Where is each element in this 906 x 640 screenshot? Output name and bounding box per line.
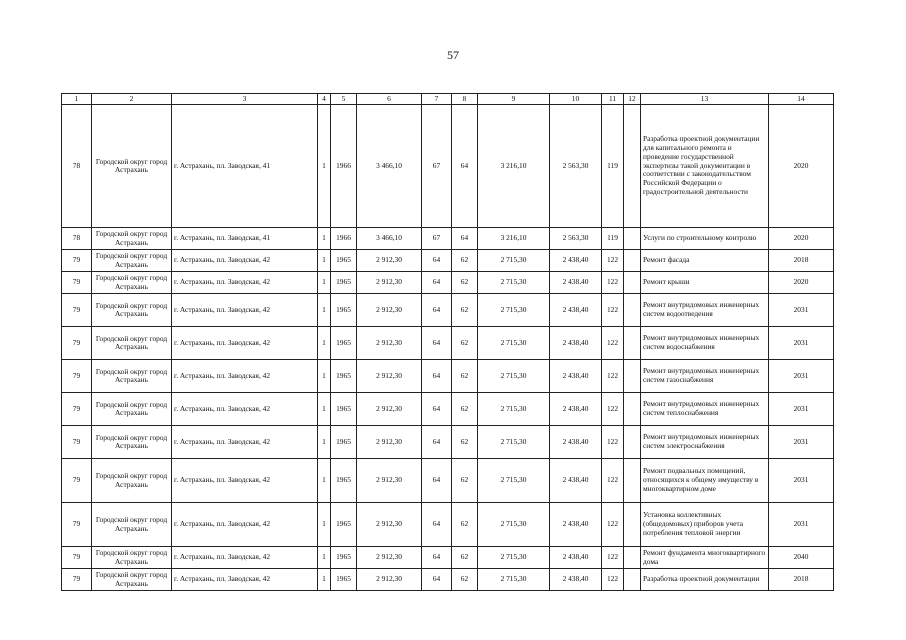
col-12-cell <box>624 228 641 250</box>
row-index-cell: 79 <box>62 360 92 393</box>
work-type-cell: Услуги по строительному контролю <box>641 228 769 250</box>
planned-year-cell: 2018 <box>769 569 834 591</box>
area-total-cell: 2 912,30 <box>357 503 422 547</box>
year-cell: 1965 <box>331 272 357 294</box>
col-7-cell: 64 <box>422 272 452 294</box>
address-cell: г. Астрахань, пл. Заводская, 42 <box>172 272 318 294</box>
col-4-cell: 1 <box>318 547 331 569</box>
work-type-cell: Ремонт крыши <box>641 272 769 294</box>
col-8-cell: 62 <box>452 272 478 294</box>
column-number-7: 7 <box>422 94 452 105</box>
area-col-10-cell: 2 438,40 <box>550 503 602 547</box>
area-living-cell: 2 715,30 <box>478 250 550 272</box>
area-total-cell: 3 466,10 <box>357 105 422 228</box>
area-col-10-cell: 2 438,40 <box>550 327 602 360</box>
planned-year-cell: 2031 <box>769 459 834 503</box>
work-type-cell: Ремонт внутридомовых инженерных систем электроснабжения <box>641 426 769 459</box>
planned-year-cell: 2031 <box>769 393 834 426</box>
work-type-cell: Ремонт фасада <box>641 250 769 272</box>
row-index-cell: 78 <box>62 105 92 228</box>
area-living-cell: 2 715,30 <box>478 547 550 569</box>
area-total-cell: 2 912,30 <box>357 459 422 503</box>
col-12-cell <box>624 503 641 547</box>
table-row <box>62 272 834 294</box>
column-number-12: 12 <box>624 94 641 105</box>
col-12-cell <box>624 569 641 591</box>
area-total-cell: 2 912,30 <box>357 426 422 459</box>
col-8-cell: 62 <box>452 250 478 272</box>
year-cell: 1965 <box>331 426 357 459</box>
planned-year-cell: 2031 <box>769 294 834 327</box>
area-total-cell: 2 912,30 <box>357 360 422 393</box>
planned-year-cell: 2018 <box>769 250 834 272</box>
area-living-cell: 3 216,10 <box>478 228 550 250</box>
col-11-cell: 122 <box>602 459 624 503</box>
col-7-cell: 67 <box>422 228 452 250</box>
col-8-cell: 64 <box>452 228 478 250</box>
page-number: 57 <box>447 48 459 62</box>
col-4-cell: 1 <box>318 327 331 360</box>
col-12-cell <box>624 272 641 294</box>
address-cell: г. Астрахань, пл. Заводская, 41 <box>172 228 318 250</box>
area-col-10-cell: 2 438,40 <box>550 393 602 426</box>
municipality-cell: Городской округ город Астрахань <box>92 503 172 547</box>
municipality-cell: Городской округ город Астрахань <box>92 426 172 459</box>
col-12-cell <box>624 547 641 569</box>
col-11-cell: 119 <box>602 105 624 228</box>
col-12-cell <box>624 459 641 503</box>
address-cell: г. Астрахань, пл. Заводская, 42 <box>172 393 318 426</box>
col-11-cell: 122 <box>602 503 624 547</box>
year-cell: 1965 <box>331 360 357 393</box>
area-total-cell: 2 912,30 <box>357 569 422 591</box>
row-index-cell: 79 <box>62 393 92 426</box>
municipality-cell: Городской округ город Астрахань <box>92 294 172 327</box>
row-index-cell: 79 <box>62 294 92 327</box>
col-7-cell: 64 <box>422 426 452 459</box>
municipality-cell: Городской округ город Астрахань <box>92 105 172 228</box>
row-index-cell: 79 <box>62 327 92 360</box>
table-row <box>62 250 834 272</box>
address-cell: г. Астрахань, пл. Заводская, 42 <box>172 327 318 360</box>
planned-year-cell: 2031 <box>769 327 834 360</box>
year-cell: 1965 <box>331 327 357 360</box>
work-type-cell: Ремонт фундамента многоквартирного дома <box>641 547 769 569</box>
col-4-cell: 1 <box>318 250 331 272</box>
municipality-cell: Городской округ город Астрахань <box>92 272 172 294</box>
col-8-cell: 62 <box>452 360 478 393</box>
address-cell: г. Астрахань, пл. Заводская, 41 <box>172 105 318 228</box>
col-7-cell: 64 <box>422 360 452 393</box>
col-8-cell: 62 <box>452 294 478 327</box>
municipality-cell: Городской округ город Астрахань <box>92 547 172 569</box>
col-4-cell: 1 <box>318 569 331 591</box>
table-row <box>62 393 834 426</box>
planned-year-cell: 2020 <box>769 228 834 250</box>
col-8-cell: 62 <box>452 503 478 547</box>
col-7-cell: 64 <box>422 547 452 569</box>
row-index-cell: 79 <box>62 569 92 591</box>
area-col-10-cell: 2 438,40 <box>550 459 602 503</box>
col-4-cell: 1 <box>318 360 331 393</box>
planned-year-cell: 2031 <box>769 360 834 393</box>
table-row <box>62 426 834 459</box>
work-type-cell: Ремонт внутридомовых инженерных систем газоснабжения <box>641 360 769 393</box>
address-cell: г. Астрахань, пл. Заводская, 42 <box>172 547 318 569</box>
area-col-10-cell: 2 438,40 <box>550 294 602 327</box>
col-4-cell: 1 <box>318 426 331 459</box>
year-cell: 1966 <box>331 228 357 250</box>
area-living-cell: 2 715,30 <box>478 426 550 459</box>
col-7-cell: 64 <box>422 294 452 327</box>
table-row <box>62 228 834 250</box>
row-index-cell: 79 <box>62 426 92 459</box>
area-total-cell: 3 466,10 <box>357 228 422 250</box>
column-number-3: 3 <box>172 94 318 105</box>
col-11-cell: 122 <box>602 327 624 360</box>
area-living-cell: 2 715,30 <box>478 360 550 393</box>
municipality-cell: Городской округ город Астрахань <box>92 327 172 360</box>
col-7-cell: 67 <box>422 105 452 228</box>
column-number-row <box>62 94 834 105</box>
col-7-cell: 64 <box>422 459 452 503</box>
col-4-cell: 1 <box>318 105 331 228</box>
col-4-cell: 1 <box>318 503 331 547</box>
col-11-cell: 122 <box>602 569 624 591</box>
year-cell: 1965 <box>331 250 357 272</box>
area-living-cell: 2 715,30 <box>478 459 550 503</box>
table-row <box>62 503 834 547</box>
col-4-cell: 1 <box>318 393 331 426</box>
col-12-cell <box>624 105 641 228</box>
planned-year-cell: 2040 <box>769 547 834 569</box>
year-cell: 1965 <box>331 459 357 503</box>
column-number-9: 9 <box>478 94 550 105</box>
planned-year-cell: 2031 <box>769 426 834 459</box>
col-11-cell: 122 <box>602 360 624 393</box>
year-cell: 1966 <box>331 105 357 228</box>
table-row <box>62 547 834 569</box>
area-living-cell: 2 715,30 <box>478 503 550 547</box>
column-number-6: 6 <box>357 94 422 105</box>
row-index-cell: 78 <box>62 228 92 250</box>
col-11-cell: 122 <box>602 272 624 294</box>
area-total-cell: 2 912,30 <box>357 547 422 569</box>
address-cell: г. Астрахань, пл. Заводская, 42 <box>172 459 318 503</box>
col-8-cell: 64 <box>452 105 478 228</box>
year-cell: 1965 <box>331 294 357 327</box>
area-living-cell: 2 715,30 <box>478 569 550 591</box>
area-living-cell: 2 715,30 <box>478 272 550 294</box>
year-cell: 1965 <box>331 393 357 426</box>
row-index-cell: 79 <box>62 272 92 294</box>
area-total-cell: 2 912,30 <box>357 294 422 327</box>
address-cell: г. Астрахань, пл. Заводская, 42 <box>172 426 318 459</box>
address-cell: г. Астрахань, пл. Заводская, 42 <box>172 250 318 272</box>
row-index-cell: 79 <box>62 250 92 272</box>
year-cell: 1965 <box>331 547 357 569</box>
municipality-cell: Городской округ город Астрахань <box>92 569 172 591</box>
col-7-cell: 64 <box>422 503 452 547</box>
col-4-cell: 1 <box>318 228 331 250</box>
address-cell: г. Астрахань, пл. Заводская, 42 <box>172 294 318 327</box>
column-number-10: 10 <box>550 94 602 105</box>
address-cell: г. Астрахань, пл. Заводская, 42 <box>172 569 318 591</box>
planned-year-cell: 2020 <box>769 272 834 294</box>
work-type-cell: Ремонт подвальных помещений, относящихся к общему имуществу в многоквартирном доме <box>641 459 769 503</box>
municipality-cell: Городской округ город Астрахань <box>92 459 172 503</box>
work-type-cell: Разработка проектной документации <box>641 569 769 591</box>
area-living-cell: 2 715,30 <box>478 294 550 327</box>
col-8-cell: 62 <box>452 569 478 591</box>
col-7-cell: 64 <box>422 393 452 426</box>
col-8-cell: 62 <box>452 327 478 360</box>
year-cell: 1965 <box>331 569 357 591</box>
col-8-cell: 62 <box>452 426 478 459</box>
table-row <box>62 105 834 228</box>
col-12-cell <box>624 294 641 327</box>
table-row <box>62 569 834 591</box>
col-7-cell: 64 <box>422 250 452 272</box>
table-row <box>62 294 834 327</box>
col-12-cell <box>624 393 641 426</box>
planned-year-cell: 2020 <box>769 105 834 228</box>
area-col-10-cell: 2 438,40 <box>550 547 602 569</box>
area-total-cell: 2 912,30 <box>357 250 422 272</box>
area-total-cell: 2 912,30 <box>357 393 422 426</box>
municipality-cell: Городской округ город Астрахань <box>92 228 172 250</box>
col-7-cell: 64 <box>422 569 452 591</box>
area-living-cell: 2 715,30 <box>478 327 550 360</box>
work-type-cell: Ремонт внутридомовых инженерных систем водоотведения <box>641 294 769 327</box>
work-type-cell: Разработка проектной документации для капитального ремонта и проведение государственной экспертизы такой документации в соответствии с законодательством Российской Федерации о градостроительной деятельности <box>641 105 769 228</box>
area-col-10-cell: 2 438,40 <box>550 250 602 272</box>
area-living-cell: 3 216,10 <box>478 105 550 228</box>
area-col-10-cell: 2 438,40 <box>550 426 602 459</box>
column-number-14: 14 <box>769 94 834 105</box>
row-index-cell: 79 <box>62 503 92 547</box>
col-8-cell: 62 <box>452 547 478 569</box>
table-row <box>62 327 834 360</box>
col-11-cell: 119 <box>602 228 624 250</box>
col-12-cell <box>624 327 641 360</box>
area-col-10-cell: 2 563,30 <box>550 228 602 250</box>
municipality-cell: Городской округ город Астрахань <box>92 393 172 426</box>
column-number-5: 5 <box>331 94 357 105</box>
col-12-cell <box>624 360 641 393</box>
col-8-cell: 62 <box>452 459 478 503</box>
municipality-cell: Городской округ город Астрахань <box>92 360 172 393</box>
col-11-cell: 122 <box>602 393 624 426</box>
table-row <box>62 360 834 393</box>
register-table <box>61 93 834 591</box>
area-col-10-cell: 2 438,40 <box>550 569 602 591</box>
col-4-cell: 1 <box>318 294 331 327</box>
area-total-cell: 2 912,30 <box>357 327 422 360</box>
column-number-4: 4 <box>318 94 331 105</box>
area-col-10-cell: 2 438,40 <box>550 272 602 294</box>
col-12-cell <box>624 426 641 459</box>
area-total-cell: 2 912,30 <box>357 272 422 294</box>
column-number-8: 8 <box>452 94 478 105</box>
table-row <box>62 459 834 503</box>
col-4-cell: 1 <box>318 459 331 503</box>
area-col-10-cell: 2 438,40 <box>550 360 602 393</box>
column-number-13: 13 <box>641 94 769 105</box>
col-12-cell <box>624 250 641 272</box>
col-4-cell: 1 <box>318 272 331 294</box>
address-cell: г. Астрахань, пл. Заводская, 42 <box>172 360 318 393</box>
col-11-cell: 122 <box>602 294 624 327</box>
row-index-cell: 79 <box>62 459 92 503</box>
column-number-1: 1 <box>62 94 92 105</box>
work-type-cell: Ремонт внутридомовых инженерных систем водоснабжения <box>641 327 769 360</box>
col-11-cell: 122 <box>602 426 624 459</box>
table-body <box>62 105 834 591</box>
address-cell: г. Астрахань, пл. Заводская, 42 <box>172 503 318 547</box>
work-type-cell: Ремонт внутридомовых инженерных систем теплоснабжения <box>641 393 769 426</box>
year-cell: 1965 <box>331 503 357 547</box>
column-number-2: 2 <box>92 94 172 105</box>
area-col-10-cell: 2 563,30 <box>550 105 602 228</box>
work-type-cell: Установка коллективных (общедомовых) приборов учета потребления тепловой энергии <box>641 503 769 547</box>
column-number-11: 11 <box>602 94 624 105</box>
col-8-cell: 62 <box>452 393 478 426</box>
municipality-cell: Городской округ город Астрахань <box>92 250 172 272</box>
col-11-cell: 122 <box>602 250 624 272</box>
row-index-cell: 79 <box>62 547 92 569</box>
area-living-cell: 2 715,30 <box>478 393 550 426</box>
planned-year-cell: 2031 <box>769 503 834 547</box>
col-7-cell: 64 <box>422 327 452 360</box>
col-11-cell: 122 <box>602 547 624 569</box>
